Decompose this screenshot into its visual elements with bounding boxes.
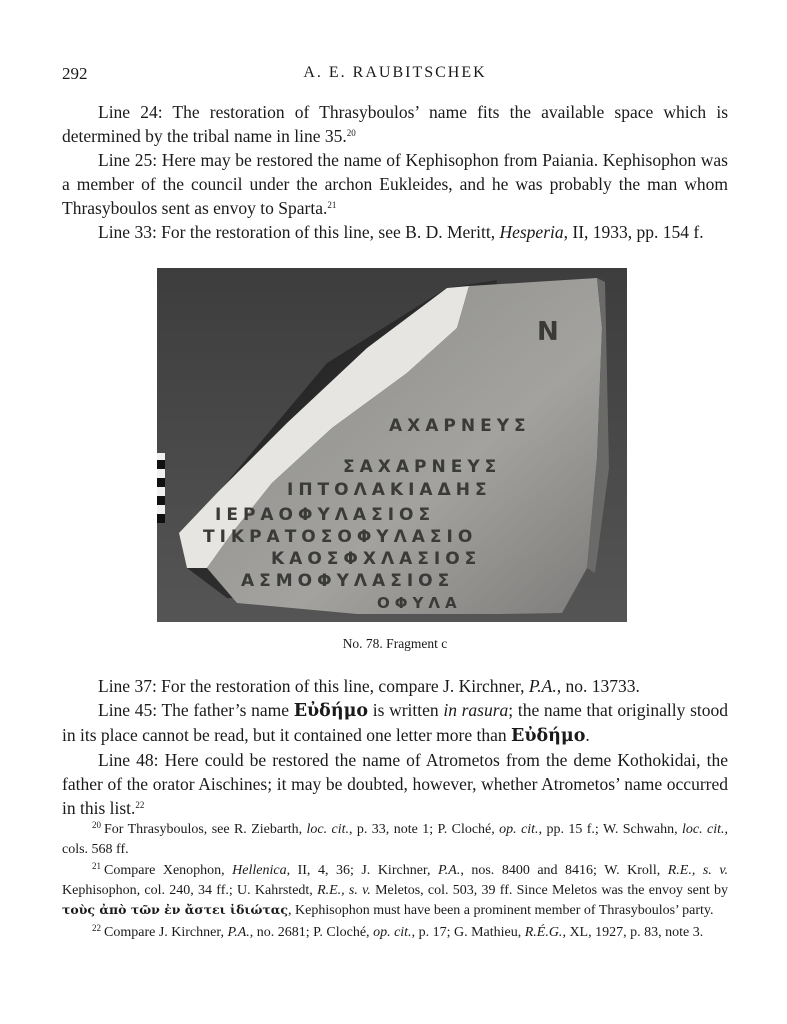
footnote-ref-22: 22 [135,800,145,810]
footnote-ref-21: 21 [327,200,337,210]
footnote-20: $^{20}$ For Thrasyboulos, see R. Ziebarth, loc. cit., p. 33, note 1; P. Cloché, op. cit., pp. 15 f.; W. Schwahn, loc. cit., cols. 568 ff. [62,820,728,857]
running-head: A. E. RAUBITSCHEK [303,64,487,81]
footnote-22: $^{22}$ Compare J. Kirchner, P.A., no. 2681; P. Cloché, op. cit., p. 17; G. Mathieu, R.É.G., XL, 1927, p. 83, note 3. [92,922,704,940]
inscription-line: ΙΕΡΑΟΦΥΛΑΣΙΟΣ [215,505,436,525]
greek-name: Εὐδήμο [511,726,586,746]
footnote-21: $^{21}$ Compare Xenophon, Hellenica, II, 4, 36; J. Kirchner, P.A., nos. 8400 and 8416; W. Kroll, R.E., s. v. Kephisophon, col. 240, 34 ff.; U. Kahrstedt, R.E., s. v. Meletos, col. 503, 39 ff. Since Meletos was the envoy sent by τοὺς ἀπὸ τῶν ἐν ἄστει ἰδιώτας, Kephisophon must have been a prominent member of Thrasyboulos’ party. [62,861,729,918]
inscription-line: ΑΧΑΡΝΕΥΣ [389,416,531,436]
inscription-line: ΣΑΧΑΡΝΕΥΣ [343,457,502,477]
inscription-line: ΚΑΟΣΦΧΛΑΣΙΟΣ [271,549,482,569]
footnotes [62,820,728,942]
inscription-line: ΤΙΚΡΑΤΟΣΟΦΥΛΑΣΙΟ [203,527,478,547]
figure-caption: No. 78. Fragment c [342,636,448,651]
paragraph-line-25: Line 25: Here may be restored the name of Kephisophon from Paiania. Kephisophon was a member of the council under the archon Eukleides, and he was probably the man whom Thrasyboulos sent as envoy to Sparta.$^{21}$ [62,150,728,218]
page-number: 292 [62,64,88,83]
inscription-line: ΟΦΥΛΑ [377,594,462,612]
footnote-ref-20: 20 [346,128,356,138]
paragraph-line-45: Line 45: The father’s name Εὐδήμο is written in rasura; the name that originally stood in its place cannot be read, but it contained one letter more than Εὐδήμο. [62,700,728,746]
greek-phrase: τοὺς ἀπὸ τῶν ἐν ἄστει ἰδιώτας [62,902,289,917]
paragraph-line-37: Line 37: For the restoration of this line, compare J. Kirchner, P.A., no. 13733. [98,676,640,696]
paragraph-line-24: Line 24: The restoration of Thrasyboulos’ name fits the available space which is determined by the tribal name in line 35.20 [62,102,728,146]
greek-name: Εὐδήμο [293,701,369,721]
body-text-bottom [62,674,728,820]
inscription-glyph: Ν [537,317,559,347]
paragraph-line-48: Line 48: Here could be restored the name of Atrometos from the deme Kothokidai, the father of the orator Aischines; it may be doubted, however, whether Atrometos’ name occurred in this list.$^{22}$ [62,750,728,818]
body-text-top [62,100,728,244]
inscription-line: ΑΣΜΟΦΥΛΑΣΙΟΣ [241,571,455,591]
paragraph-line-33: Line 33: For the restoration of this line, see B. D. Meritt, Hesperia, II, 1933, pp. 154 f. [98,222,704,242]
inscription-line: ΙΠΤΟΛΑΚΙΑΔΗΣ [287,480,492,500]
page-header [62,64,728,88]
inscription-photograph [157,268,627,622]
